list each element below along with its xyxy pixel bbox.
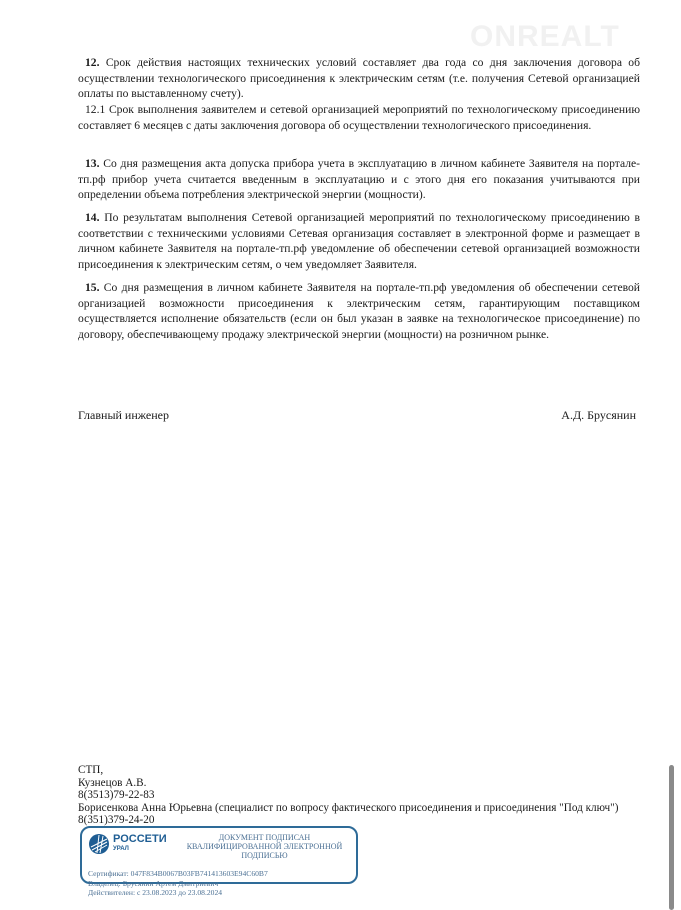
paragraph-text: Срок действия настоящих технических условий составляет два года со дня заключения договора об осуществлении технологического присоединения к электрическим сетям (т.е. получения Сетевой организацией оплаты по выставленному счету).: [78, 56, 640, 101]
e-signature-stamp: [80, 826, 358, 898]
contact-line: 8(351)379-24-20: [78, 814, 155, 827]
contact-line: Борисенкова Анна Юрьевна (специалист по вопросу фактического присоединения и присоединения "Под ключ"): [78, 801, 619, 814]
paragraph-number: 13.: [85, 157, 100, 170]
owner: Владелец: Брусянин Артем Дмитриевич: [88, 878, 219, 888]
contact-line: 8(3513)79-22-83: [78, 789, 155, 802]
stamp-info: [88, 869, 268, 898]
paragraph-text: 12.1 Срок выполнения заявителем и сетевой организацией мероприятий по технологическому присоединению составляет 6 месяцев с даты заключения договора об осуществлении технологического присоединения.: [78, 103, 640, 132]
paragraph-number: 12.: [85, 56, 100, 69]
watermark: ONREALT: [470, 20, 620, 53]
paragraph-13: [78, 156, 640, 203]
logo-sub: УРАЛ: [113, 846, 129, 852]
paragraph-12-1: [78, 102, 640, 133]
logo-brand: РОССЕТИ: [113, 833, 167, 845]
signature-name: А.Д. Брусянин: [561, 408, 636, 422]
contacts: [78, 764, 618, 827]
paragraph-12: [78, 55, 640, 102]
paragraph-number: 15.: [85, 281, 100, 294]
certificate: Сертификат: 047F834B0067B03FB741413603E94C60B7: [88, 869, 268, 878]
stamp-title-line: ПОДПИСЬЮ: [241, 851, 288, 860]
paragraph-text: По результатам выполнения Сетевой организацией мероприятий по технологическому присоединению в соответствии с техническими условиями Сетевая организация составляет в электронной форме и размещает в личном кабинете Заявителя на портале-тп.рф уведомление об обеспечении сетевой организацией возможности присоединения к электрическим сетям, о чем уведомляет Заявителя.: [78, 211, 640, 271]
paragraph-14: [78, 210, 640, 272]
rosseti-emblem-icon: [88, 833, 110, 855]
validity: Действителен: с 23.08.2023 до 23.08.2024: [88, 888, 223, 898]
paragraph-15: [78, 280, 640, 342]
paragraph-number: 14.: [85, 211, 100, 224]
stamp-title-line: КВАЛИФИЦИРОВАННОЙ ЭЛЕКТРОННОЙ: [186, 842, 343, 851]
stamp-title: [177, 833, 352, 860]
paragraph-text: Со дня размещения в личном кабинете Заявителя на портале-тп.рф уведомления об обеспечении сетевой организацией возможности присоединения к электрическим сетям, гарантирующим поставщиком осуществляется исполнение обязательств (если он был указан в заявке на технологическое присоединение) по договору, обеспечивающему продажу электрической энергии (мощности) на розничном рынке.: [78, 281, 640, 341]
signature-position: Главный инженер: [78, 408, 169, 422]
contact-line: Кузнецов А.В.: [78, 776, 147, 789]
rosseti-logo: [88, 833, 167, 855]
contact-line: СТП,: [78, 764, 104, 776]
stamp-title-line: ДОКУМЕНТ ПОДПИСАН: [218, 833, 311, 842]
scrollbar[interactable]: [669, 765, 674, 910]
paragraph-text: Со дня размещения акта допуска прибора учета в эксплуатацию в личном кабинете Заявителя на портале-тп.рф прибор учета считается введенным в эксплуатацию и с этого дня его показания учитываются при определении объема потребления электрической энергии (мощности).: [78, 157, 640, 202]
